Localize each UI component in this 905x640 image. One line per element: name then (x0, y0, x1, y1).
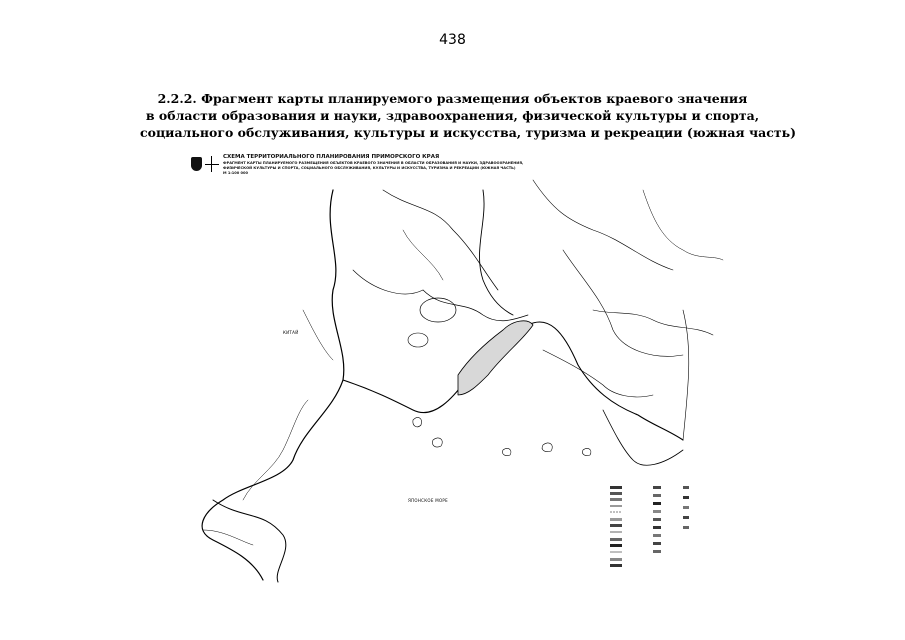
page-title (140, 90, 797, 141)
title-line-2: в области образования и науки, здравоохранения, физической культуры и спорта, (145, 108, 760, 123)
map-title: СХЕМА ТЕРРИТОРИАЛЬНОГО ПЛАНИРОВАНИЯ ПРИМОРСКОГО КРАЯ (223, 154, 440, 160)
map-figure (183, 150, 726, 585)
north-arrow-icon (205, 156, 219, 172)
western-border (202, 190, 344, 580)
page-number: 438 (439, 32, 466, 48)
country-label: КИТАЙ (283, 330, 299, 335)
map-header (183, 150, 603, 182)
title-line-3: социального обслуживания, культуры и искусства, туризма и рекреации (южная часть) (140, 125, 797, 140)
map-drawing (183, 150, 726, 585)
map-subtitle-line-2: ФИЗИЧЕСКОЙ КУЛЬТУРЫ И СПОРТА, СОЦИАЛЬНОГО ОБСЛУЖИВАНИЯ, КУЛЬТУРЫ И ИСКУССТВА, ТУРИЗМА И РЕКРЕАЦИИ (ЮЖНАЯ ЧАСТЬ) (223, 166, 516, 170)
emblem-icon (191, 157, 202, 171)
sea-label: ЯПОНСКОЕ МОРЕ (408, 498, 448, 503)
bay-outline (458, 321, 533, 395)
title-line-1: 2.2.2. Фрагмент карты планируемого размещения объектов краевого значения (157, 91, 748, 106)
map-scale: М 1:100 000 (223, 171, 249, 175)
map-legend (610, 486, 689, 567)
southern-peninsula (213, 500, 286, 582)
map-subtitle-line-1: ФРАГМЕНТ КАРТЫ ПЛАНИРУЕМОГО РАЗМЕЩЕНИЯ ОБЪЕКТОВ КРАЕВОГО ЗНАЧЕНИЯ В ОБЛАСТИ ОБРАЗОВАНИЯ И НАУКИ, ЗДРАВООХРАНЕНИЯ, (223, 161, 524, 165)
